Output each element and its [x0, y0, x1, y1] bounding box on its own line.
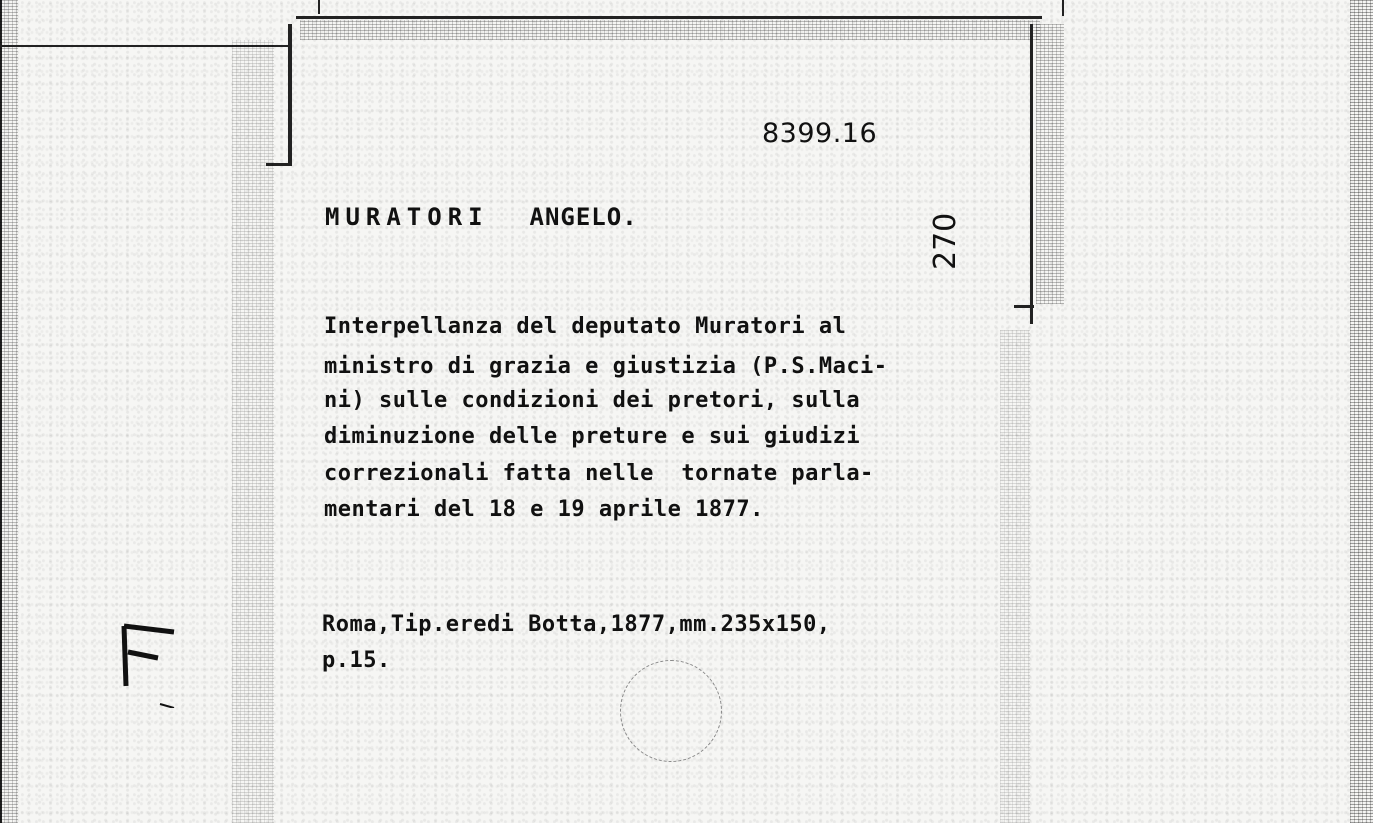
imprint-line-1: Roma,Tip.eredi Botta,1877,mm.235x150, [322, 612, 831, 637]
card-right-noise [1036, 24, 1064, 304]
author-heading [325, 203, 638, 231]
card-lower-right-noise [1000, 330, 1030, 823]
card-left-edge [288, 24, 292, 166]
side-number: 270 [928, 212, 963, 270]
catalog-number: 8399.16 [762, 118, 878, 149]
title-line-4: diminuzione delle preture e sui giudizi [324, 424, 861, 449]
author-given-name: ANGELO. [529, 203, 638, 231]
top-divider-right [1062, 0, 1064, 16]
imprint-line-2: p.15. [322, 648, 391, 673]
punch-hole-circle [620, 660, 722, 762]
card-right-bracket [1014, 305, 1034, 308]
title-line-3: ni) sulle condizioni dei pretori, sulla [324, 388, 861, 413]
card-right-edge [1030, 24, 1033, 324]
title-line-5: correzionali fatta nelle tornate parla- [324, 461, 874, 486]
right-edge-noise [1350, 0, 1373, 823]
left-edge-noise [0, 0, 18, 823]
handwritten-f-mark [116, 618, 176, 708]
card-top-edge [296, 16, 1042, 19]
card-left-noise [232, 40, 274, 823]
title-line-6: mentari del 18 e 19 aprile 1877. [324, 497, 764, 522]
title-line-2: ministro di grazia e giustizia (P.S.Maci- [324, 354, 888, 379]
card-top-noise [300, 20, 1040, 40]
top-divider-left [318, 0, 320, 14]
title-line-1: Interpellanza del deputato Muratori al [324, 314, 847, 339]
author-surname: MURATORI [325, 203, 489, 231]
